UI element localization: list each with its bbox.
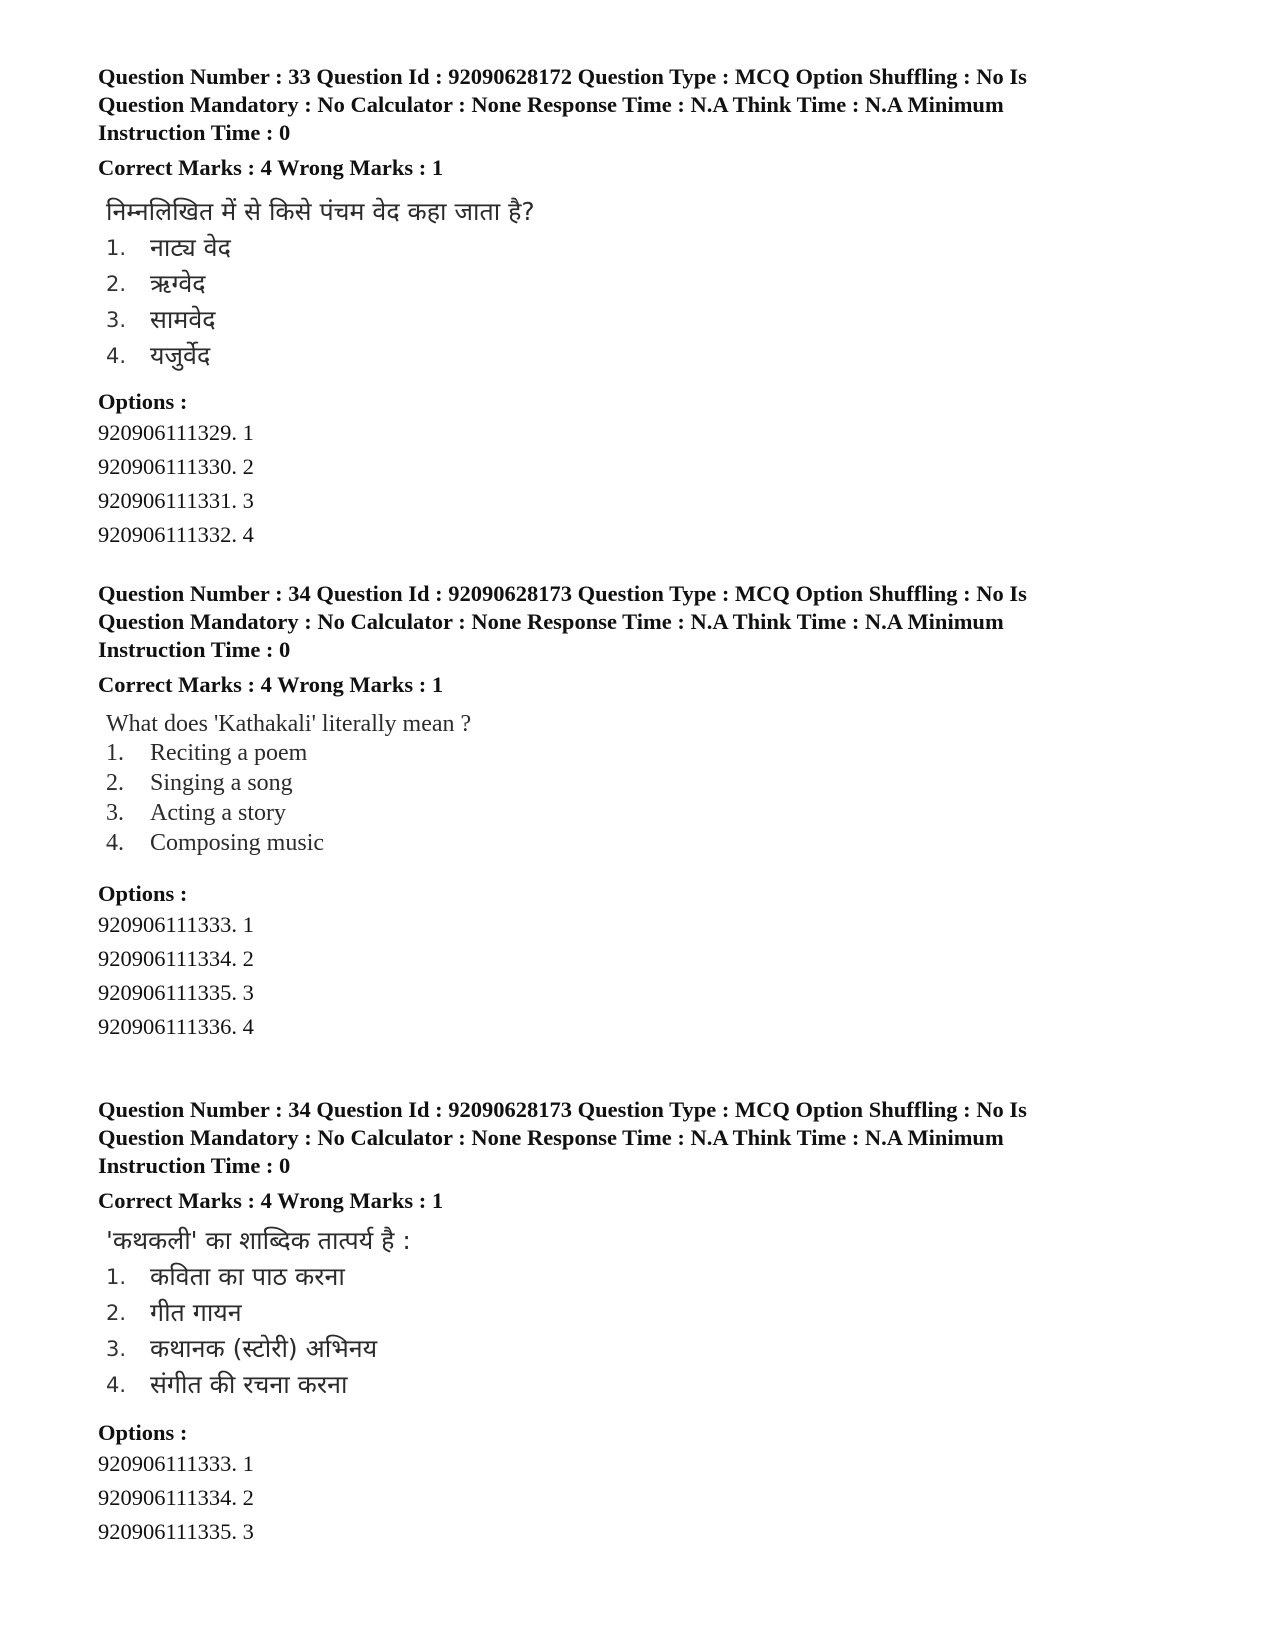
choice-item (98, 1331, 1198, 1367)
choice-text: कथानक (स्टोरी) अभिनय (150, 1334, 378, 1363)
choice-item (98, 798, 1198, 828)
choice-number: 3. (106, 800, 124, 826)
choice-list (98, 1259, 1198, 1403)
choice-text: ऋग्वेद (150, 269, 206, 298)
options-list (98, 908, 1198, 1044)
option-line: 920906111336. 4 (98, 1014, 254, 1039)
marks-line: Correct Marks : 4 Wrong Marks : 1 (98, 672, 444, 697)
choice-item (98, 302, 1198, 338)
question-meta-line: Question Number : 34 Question Id : 92090628173 Question Type : MCQ Option Shuffling : No Is (98, 581, 1027, 606)
choice-list (98, 738, 1198, 858)
option-line: 920906111331. 3 (98, 488, 254, 513)
option-line: 920906111330. 2 (98, 454, 254, 479)
choice-item (98, 266, 1198, 302)
choice-number: 1. (106, 236, 127, 260)
choice-number: 2. (106, 272, 127, 296)
choice-number: 1. (106, 1265, 127, 1289)
choice-item (98, 1367, 1198, 1403)
choice-item (98, 738, 1198, 768)
question-meta-line: Question Mandatory : No Calculator : None Response Time : N.A Think Time : N.A Minimum (98, 92, 1004, 117)
question-meta-line: Question Number : 34 Question Id : 92090628173 Question Type : MCQ Option Shuffling : No Is (98, 1097, 1027, 1122)
option-line: 920906111334. 2 (98, 1485, 254, 1510)
choice-text: Acting a story (150, 800, 286, 826)
choice-number: 4. (106, 1373, 127, 1397)
question-block (98, 580, 1198, 1044)
question-meta-line: Question Number : 33 Question Id : 92090628172 Question Type : MCQ Option Shuffling : No Is (98, 64, 1027, 89)
choice-item (98, 230, 1198, 266)
question-block (98, 63, 1198, 552)
options-list (98, 416, 1198, 552)
choice-number: 4. (106, 344, 127, 368)
option-line: 920906111332. 4 (98, 522, 254, 547)
choice-text: नाट्य वेद (150, 233, 231, 262)
question-stem: 'कथकली' का शाब्दिक तात्पर्य है : (106, 1226, 411, 1255)
choice-item (98, 768, 1198, 798)
option-line: 920906111333. 1 (98, 912, 254, 937)
choice-number: 3. (106, 1337, 127, 1361)
choice-item (98, 1259, 1198, 1295)
choice-number: 4. (106, 830, 124, 856)
marks-line: Correct Marks : 4 Wrong Marks : 1 (98, 155, 444, 180)
choice-text: कविता का पाठ करना (150, 1262, 345, 1291)
choice-text: Composing music (150, 830, 325, 856)
option-line: 920906111334. 2 (98, 946, 254, 971)
choice-number: 2. (106, 770, 124, 796)
choice-text: संगीत की रचना करना (150, 1370, 348, 1399)
choice-text: यजुर्वेद (150, 341, 211, 370)
question-stem: निम्नलिखित में से किसे पंचम वेद कहा जाता है? (106, 197, 535, 226)
question-meta-line: Question Mandatory : No Calculator : None Response Time : N.A Think Time : N.A Minimum (98, 1125, 1004, 1150)
choice-item (98, 338, 1198, 374)
question-meta (98, 1096, 1198, 1180)
options-list (98, 1447, 1198, 1549)
question-meta-line: Question Mandatory : No Calculator : None Response Time : N.A Think Time : N.A Minimum (98, 609, 1004, 634)
question-meta-line: Instruction Time : 0 (98, 637, 291, 662)
options-heading: Options : (98, 1420, 188, 1445)
question-meta-line: Instruction Time : 0 (98, 120, 291, 145)
option-line: 920906111333. 1 (98, 1451, 254, 1476)
choice-text: Singing a song (150, 770, 293, 796)
option-line: 920906111335. 3 (98, 1519, 254, 1544)
question-meta (98, 580, 1198, 664)
choice-number: 1. (106, 740, 124, 766)
choice-list (98, 230, 1198, 374)
question-block (98, 1096, 1198, 1549)
choice-text: सामवेद (150, 305, 216, 334)
question-stem: What does 'Kathakali' literally mean ? (106, 711, 472, 737)
question-meta (98, 63, 1198, 147)
choice-text: Reciting a poem (150, 740, 308, 766)
choice-number: 3. (106, 308, 127, 332)
options-heading: Options : (98, 389, 188, 414)
choice-item (98, 1295, 1198, 1331)
choice-number: 2. (106, 1301, 127, 1325)
question-meta-line: Instruction Time : 0 (98, 1153, 291, 1178)
marks-line: Correct Marks : 4 Wrong Marks : 1 (98, 1188, 444, 1213)
options-heading: Options : (98, 881, 188, 906)
option-line: 920906111329. 1 (98, 420, 254, 445)
choice-item (98, 828, 1198, 858)
option-line: 920906111335. 3 (98, 980, 254, 1005)
choice-text: गीत गायन (150, 1298, 242, 1327)
